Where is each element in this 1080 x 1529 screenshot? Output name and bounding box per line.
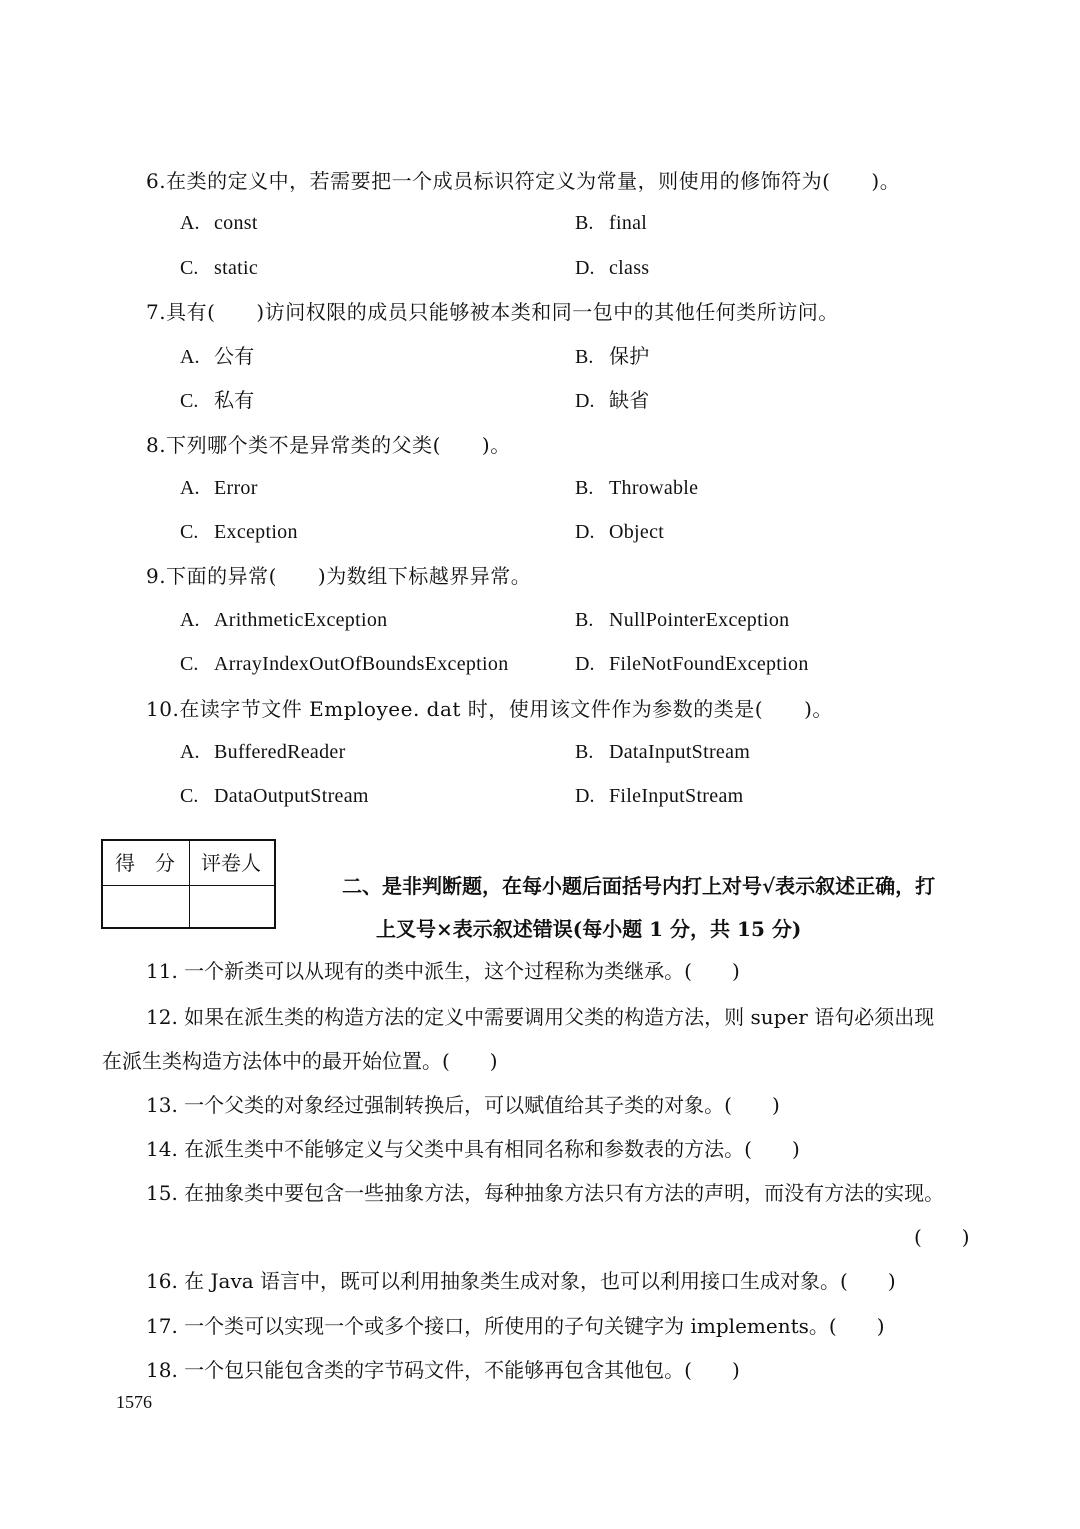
- option-10b: B. DataInputStream: [575, 741, 751, 763]
- question-11: 11. 一个新类可以从现有的类中派生，这个过程称为类继承。( ): [146, 959, 740, 983]
- question-text: 下列哪个类不是异常类的父类( )。: [166, 433, 511, 457]
- page-number: 1576: [116, 1392, 152, 1412]
- question-number: 8.: [146, 433, 167, 457]
- score-table-divider: [189, 841, 190, 927]
- option-7b: B. 保护: [575, 344, 650, 368]
- option-6d: D. class: [575, 257, 650, 279]
- option-10a: A. BufferedReader: [180, 741, 346, 763]
- question-text: 下面的异常( )为数组下标越界异常。: [166, 564, 532, 588]
- question-6: [146, 168, 900, 194]
- option-7c: C. 私有: [180, 388, 255, 412]
- option-8c: C. Exception: [180, 521, 298, 543]
- option-9c: C. ArrayIndexOutOfBoundsException: [180, 653, 509, 675]
- option-9a: A. ArithmeticException: [180, 609, 388, 631]
- option-6c: C. static: [180, 257, 259, 279]
- score-label: 得 分: [115, 851, 175, 875]
- grader-label: 评卷人: [201, 851, 261, 875]
- question-17: 17. 一个类可以实现一个或多个接口，所使用的子句关键字为 implements。( ): [146, 1314, 885, 1338]
- question-18: 18. 一个包只能包含类的字节码文件，不能够再包含其他包。( ): [146, 1358, 740, 1382]
- option-7a: A. 公有: [180, 344, 255, 368]
- question-number: 10.: [146, 697, 180, 721]
- question-number: 6.: [146, 169, 167, 193]
- section-2-heading-line-2: 上叉号×表示叙述错误(每小题 1 分，共 15 分): [376, 917, 802, 941]
- option-8a: A. Error: [180, 477, 258, 499]
- question-text: 在类的定义中，若需要把一个成员标识符定义为常量，则使用的修饰符为( )。: [166, 169, 901, 193]
- option-6b: B. final: [575, 212, 648, 234]
- question-text: 具有( )访问权限的成员只能够被本类和同一包中的其他任何类所访问。: [166, 300, 839, 324]
- option-6a: A. const: [180, 212, 258, 234]
- question-15-answer-paren: ( ): [914, 1225, 970, 1249]
- question-text: 在读字节文件 Employee. dat 时，使用该文件作为参数的类是( )。: [179, 697, 833, 721]
- question-14: 14. 在派生类中不能够定义与父类中具有相同名称和参数表的方法。( ): [146, 1137, 800, 1161]
- question-12-line-2: 在派生类构造方法体中的最开始位置。( ): [102, 1049, 498, 1073]
- option-10d: D. FileInputStream: [575, 785, 744, 807]
- score-table: [101, 839, 276, 929]
- question-number: 9.: [146, 564, 167, 588]
- option-8b: B. Throwable: [575, 477, 699, 499]
- question-12-line-1: 12. 如果在派生类的构造方法的定义中需要调用父类的构造方法，则 super 语句必须出现: [146, 1005, 935, 1029]
- question-number: 7.: [146, 300, 167, 324]
- option-8d: D. Object: [575, 521, 665, 543]
- question-9: [146, 563, 531, 589]
- section-2-heading-line-1: 二、是非判断题，在每小题后面括号内打上对号√表示叙述正确，打: [342, 874, 936, 898]
- question-13: 13. 一个父类的对象经过强制转换后，可以赋值给其子类的对象。( ): [146, 1093, 780, 1117]
- question-8: [146, 432, 511, 458]
- question-10: [146, 696, 833, 722]
- option-7d: D. 缺省: [575, 388, 650, 412]
- option-9d: D. FileNotFoundException: [575, 653, 809, 675]
- question-15: 15. 在抽象类中要包含一些抽象方法，每种抽象方法只有方法的声明，而没有方法的实现。: [146, 1181, 945, 1205]
- option-10c: C. DataOutputStream: [180, 785, 369, 807]
- question-16: 16. 在 Java 语言中，既可以利用抽象类生成对象，也可以利用接口生成对象。( ): [146, 1269, 896, 1293]
- question-7: [146, 299, 839, 325]
- option-9b: B. NullPointerException: [575, 609, 790, 631]
